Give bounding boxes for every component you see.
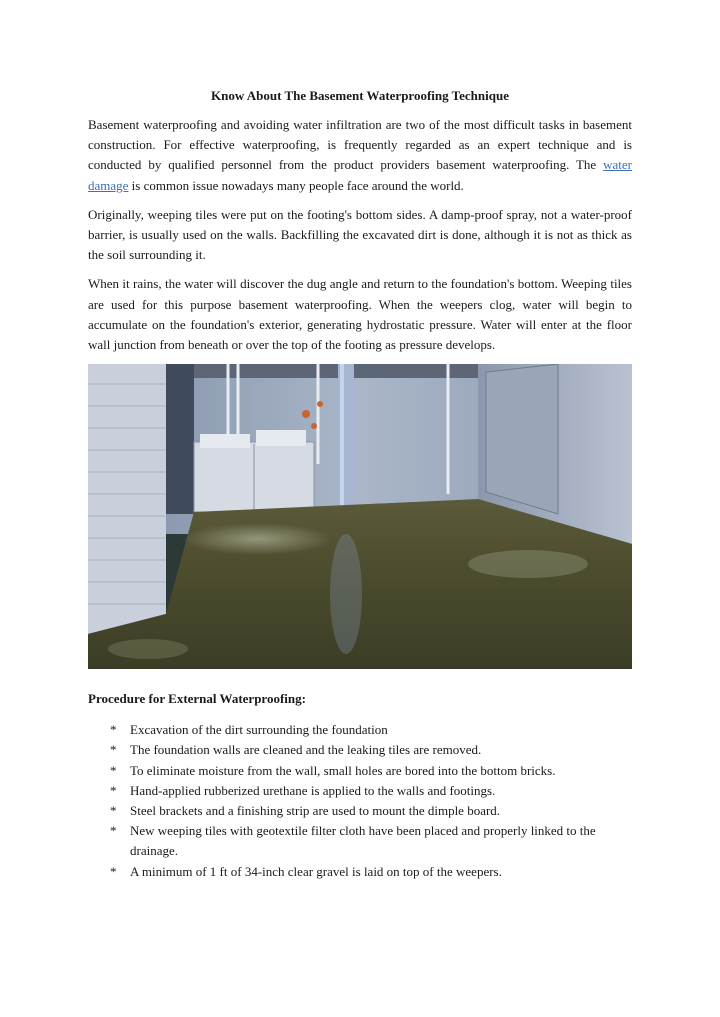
list-item-text: Steel brackets and a finishing strip are used to mount the dimple board.: [130, 803, 501, 819]
paragraph-intro-text-before: Basement waterproofing and avoiding water infiltration are two of the most difficult tasks in basement construction. For effective waterproofing, is frequently regarded as an expert technique and is conducted by qualified personnel from the product providers basement waterproofing. The: [88, 117, 632, 173]
document-page: [88, 86, 632, 882]
list-item-text: The foundation walls are cleaned and the leaking tiles are removed.: [130, 742, 482, 758]
list-item: [88, 781, 632, 801]
bullet-star: *: [110, 803, 117, 819]
bullet-star: *: [110, 762, 117, 778]
bullet-star: *: [110, 823, 117, 839]
list-item-text: Excavation of the dirt surrounding the foundation: [130, 722, 388, 738]
procedure-list: [88, 720, 632, 882]
bullet-star: *: [110, 722, 117, 738]
list-item: [88, 801, 632, 821]
paragraph-rain: When it rains, the water will discover the dug angle and return to the foundation's bottom. Weeping tiles are used for this purpose basement waterproofing. When the weepers clog, water will begin to accumulate on the foundation's exterior, generating hydrostatic pressure. Water will enter at the floor wall junction from beneath or over the top of the footing as pressure develops.: [88, 276, 632, 353]
bullet-star: *: [110, 742, 117, 758]
bullet-star: *: [110, 863, 117, 879]
section-heading-external-waterproofing: Procedure for External Waterproofing:: [88, 691, 306, 707]
list-item: [88, 740, 632, 760]
paragraph-intro: [88, 115, 632, 196]
list-item-text: A minimum of 1 ft of 34-inch clear gravel is laid on top of the weepers.: [130, 863, 502, 879]
paragraph-weeping-tiles: Originally, weeping tiles were put on the footing's bottom sides. A damp-proof spray, not a water-proof barrier, is usually used on the walls. Backfilling the excavated dirt is done, although it is not as thick as the soil surrounding it.: [88, 206, 632, 263]
bullet-star: *: [110, 782, 117, 798]
list-item-text: New weeping tiles with geotextile filter cloth have been placed and properly linked to the drainage.: [130, 823, 596, 859]
paragraph-intro-text-after: is common issue nowadays many people face around the world.: [128, 177, 464, 193]
list-item: [88, 720, 632, 740]
water-damage-link[interactable]: water damage: [88, 157, 632, 193]
list-item: [88, 761, 632, 781]
document-title: Know About The Basement Waterproofing Technique: [211, 88, 509, 103]
list-item-text: To eliminate moisture from the wall, small holes are bored into the bottom bricks.: [130, 762, 556, 778]
list-item-text: Hand-applied rubberized urethane is applied to the walls and footings.: [130, 782, 496, 798]
list-item: [88, 862, 632, 882]
flooded-basement-photo: [88, 364, 632, 669]
list-item: [88, 821, 632, 861]
